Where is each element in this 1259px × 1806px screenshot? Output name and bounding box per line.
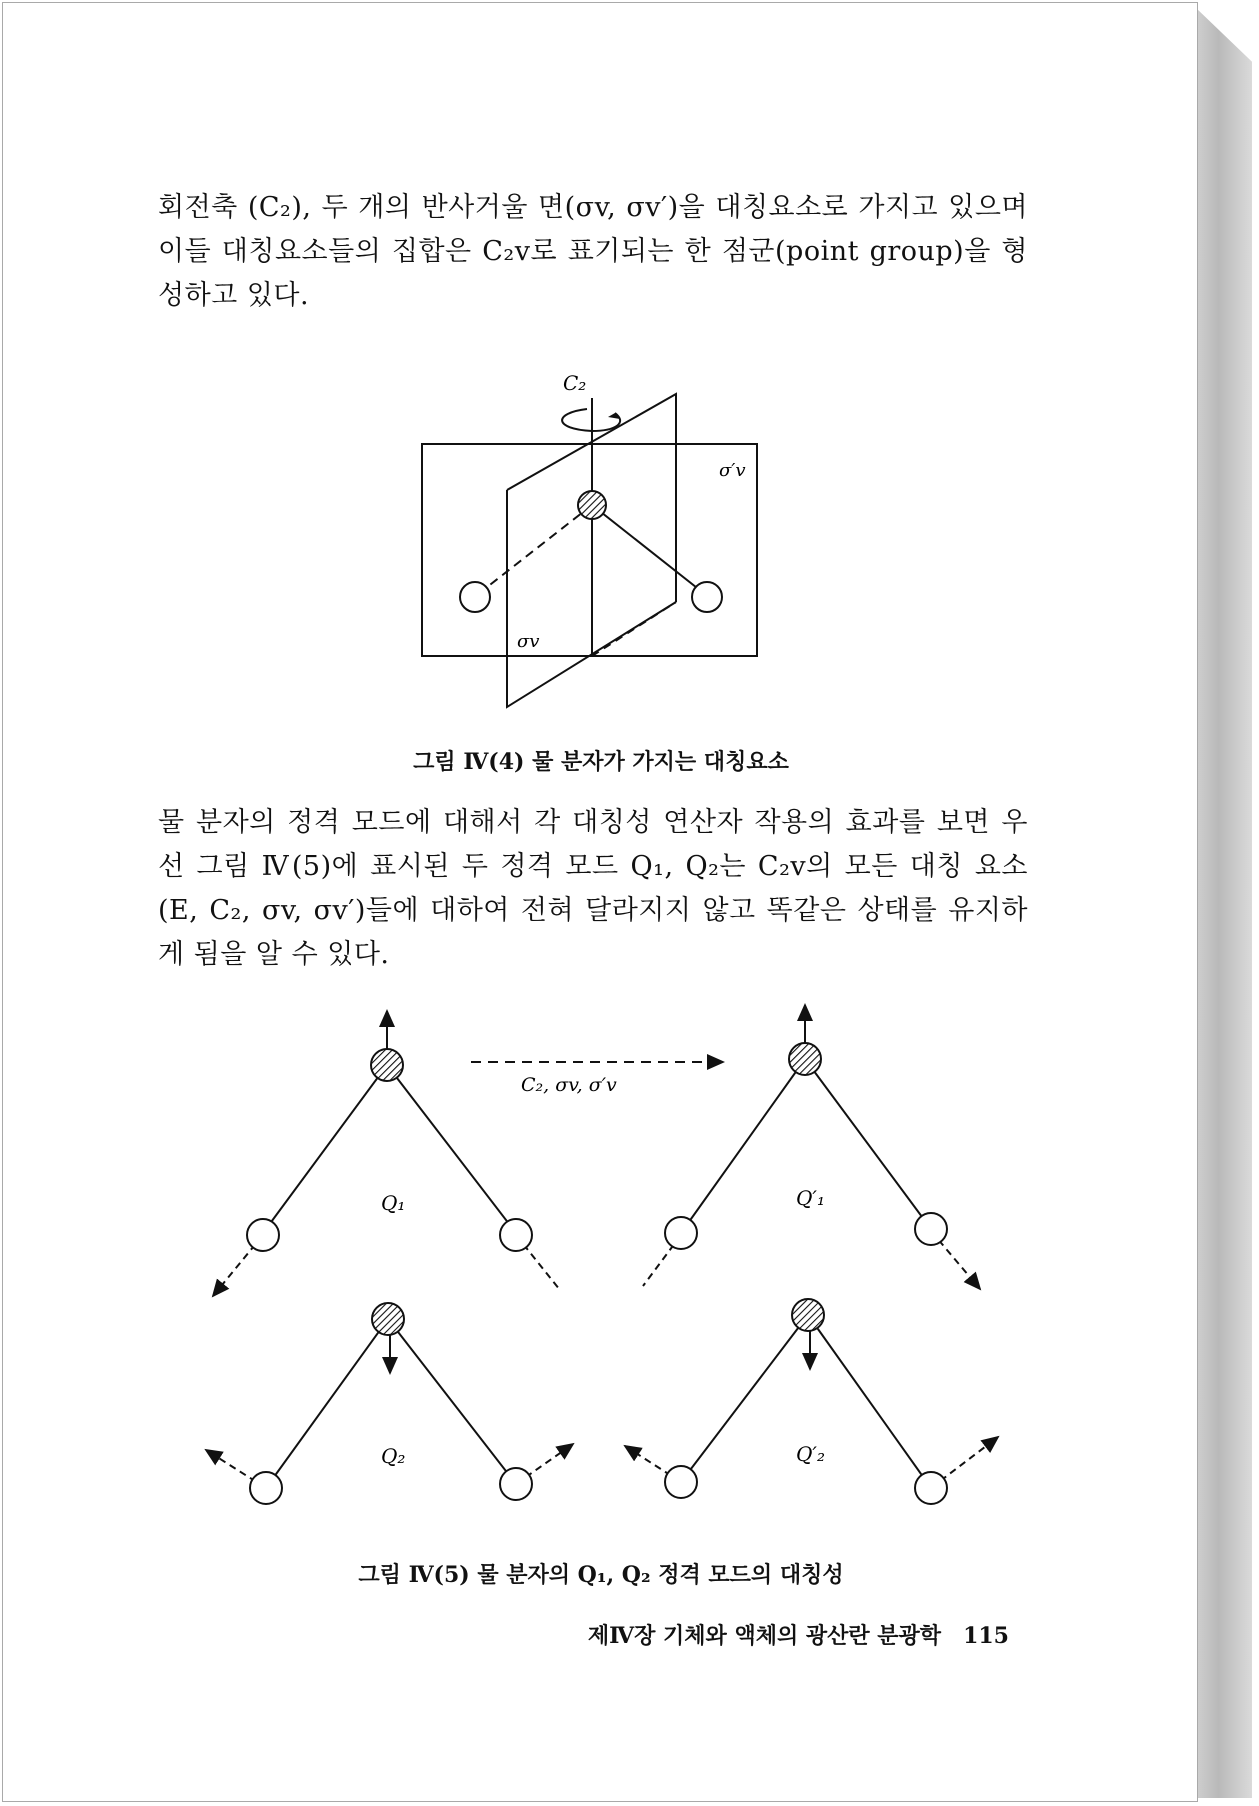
paragraph-1: 회전축 (C₂), 두 개의 반사거울 면(σv, σv′)을 대칭요소로 가지고 있으며 이들 대칭요소들의 집합은 C₂v로 표기되는 한 점군(point group)을 형성하고 있다. bbox=[158, 192, 1028, 311]
chapter-title: 제Ⅳ장 기체와 액체의 광산란 분광학 bbox=[587, 1623, 942, 1649]
figure-4-caption: 그림 Ⅳ(4) 물 분자가 가지는 대칭요소 bbox=[413, 749, 789, 775]
label-sigma-v: σv bbox=[517, 631, 540, 652]
mode-q1 bbox=[213, 1011, 560, 1296]
label-sigma-v-prime: σ′v bbox=[719, 460, 746, 481]
hydrogen-atom-right bbox=[692, 582, 722, 612]
mirror-plane-sigma-v-prime bbox=[422, 444, 757, 656]
page-edge-shadow bbox=[1196, 8, 1252, 1798]
book-page bbox=[2, 2, 1198, 1802]
label-q1: Q₁ bbox=[381, 1191, 406, 1215]
figure-5-caption: 그림 Ⅳ(5) 물 분자의 Q₁, Q₂ 정격 모드의 대칭성 bbox=[358, 1562, 844, 1588]
page-number: 115 bbox=[963, 1623, 1009, 1649]
figure-5-normal-modes bbox=[193, 993, 1023, 1513]
mode-q2-prime bbox=[625, 1299, 998, 1504]
label-q2: Q₂ bbox=[381, 1444, 406, 1468]
figure-4-symmetry-elements bbox=[383, 358, 783, 718]
hydrogen-atom-left bbox=[460, 582, 490, 612]
operation-label: C₂, σv, σ′v bbox=[521, 1074, 617, 1096]
mode-q1-prime bbox=[643, 1005, 980, 1289]
label-q2-prime: Q′₂ bbox=[796, 1442, 825, 1466]
oxygen-atom bbox=[578, 491, 606, 519]
page-footer bbox=[588, 1619, 1009, 1650]
paragraph-2: 물 분자의 정격 모드에 대해서 각 대칭성 연산자 작용의 효과를 보면 우선 그림 Ⅳ(5)에 표시된 두 정격 모드 Q₁, Q₂는 C₂v의 모든 대칭 요소 (E, C₂, σv, σv′)들에 대하여 전혀 달라지지 않고 똑같은 상태를 유지하게 됨을 알 수 있다. bbox=[158, 807, 1028, 970]
label-q1-prime: Q′₁ bbox=[796, 1186, 825, 1210]
mode-q2 bbox=[206, 1303, 573, 1504]
label-c2: C₂ bbox=[563, 371, 587, 395]
